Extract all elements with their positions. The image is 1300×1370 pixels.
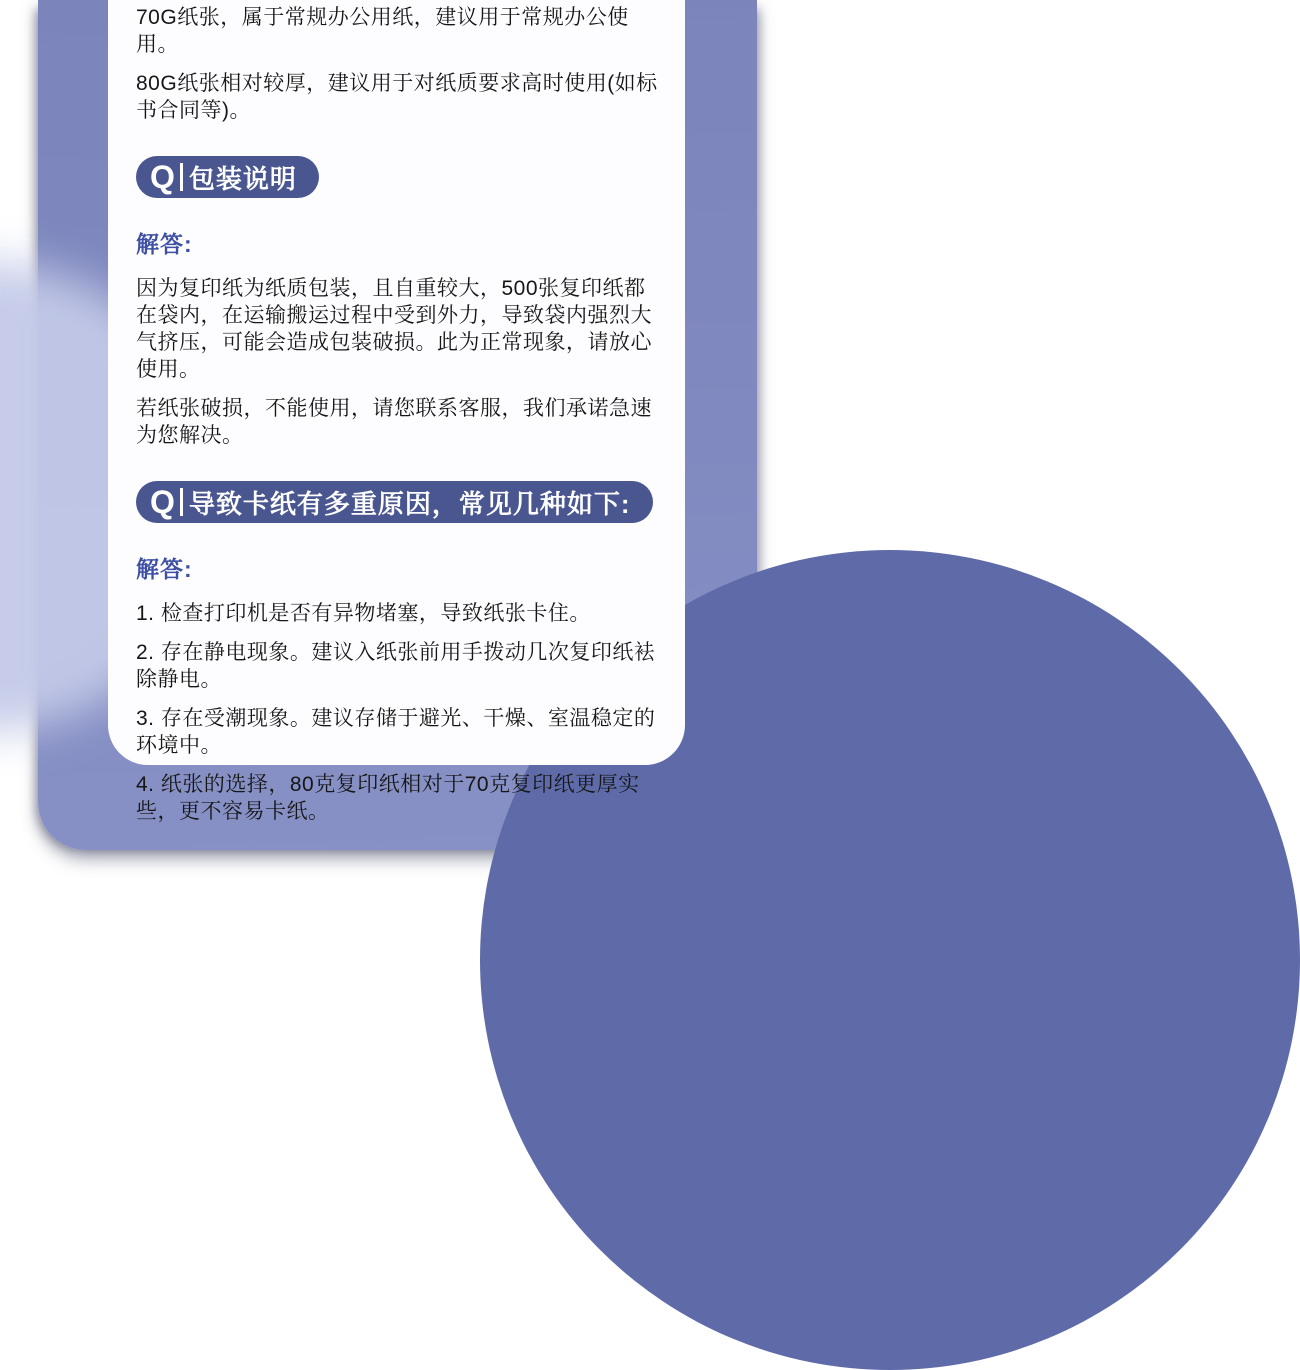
question-badge-packaging [136, 156, 319, 198]
q-divider-bar [180, 163, 183, 191]
answer-list-item: 4. 纸张的选择，80克复印纸相对于70克复印纸更厚实些，更不容易卡纸。 [136, 773, 640, 823]
intro-paragraph: 80G纸张相对较厚，建议用于对纸质要求高时使用(如标书合同等)。 [136, 72, 658, 122]
promo-panel [38, 0, 757, 850]
answer-label: 解答: [136, 556, 193, 582]
answer-paragraph: 若纸张破损，不能使用，请您联系客服，我们承诺急速为您解决。 [136, 397, 652, 447]
answer-label: 解答: [136, 231, 193, 257]
intro-paragraph: 70G纸张，属于常规办公用纸，建议用于常规办公使用。 [136, 6, 629, 56]
q-letter: Q [150, 484, 175, 520]
answer-list-item: 1. 检查打印机是否有异物堵塞，导致纸张卡住。 [136, 602, 591, 625]
q-letter: Q [150, 159, 175, 195]
question-title: 包装说明 [188, 163, 297, 194]
answer-list-item: 3. 存在受潮现象。建议存储于避光、干燥、室温稳定的环境中。 [136, 707, 656, 757]
q-divider-bar [180, 488, 183, 516]
faq-card [108, 0, 685, 823]
question-title: 导致卡纸有多重原因，常见几种如下: [188, 488, 631, 519]
answer-paragraph: 因为复印纸为纸质包装，且自重较大，500张复印纸都在袋内，在运输搬运过程中受到外力，导致袋内强烈大气挤压，可能会造成包装破损。此为正常现象，请放心使用。 [136, 277, 652, 381]
question-badge-paper-jam [136, 481, 653, 523]
answer-list-item: 2. 存在静电现象。建议入纸张前用手拨动几次复印纸袪除静电。 [136, 641, 656, 691]
